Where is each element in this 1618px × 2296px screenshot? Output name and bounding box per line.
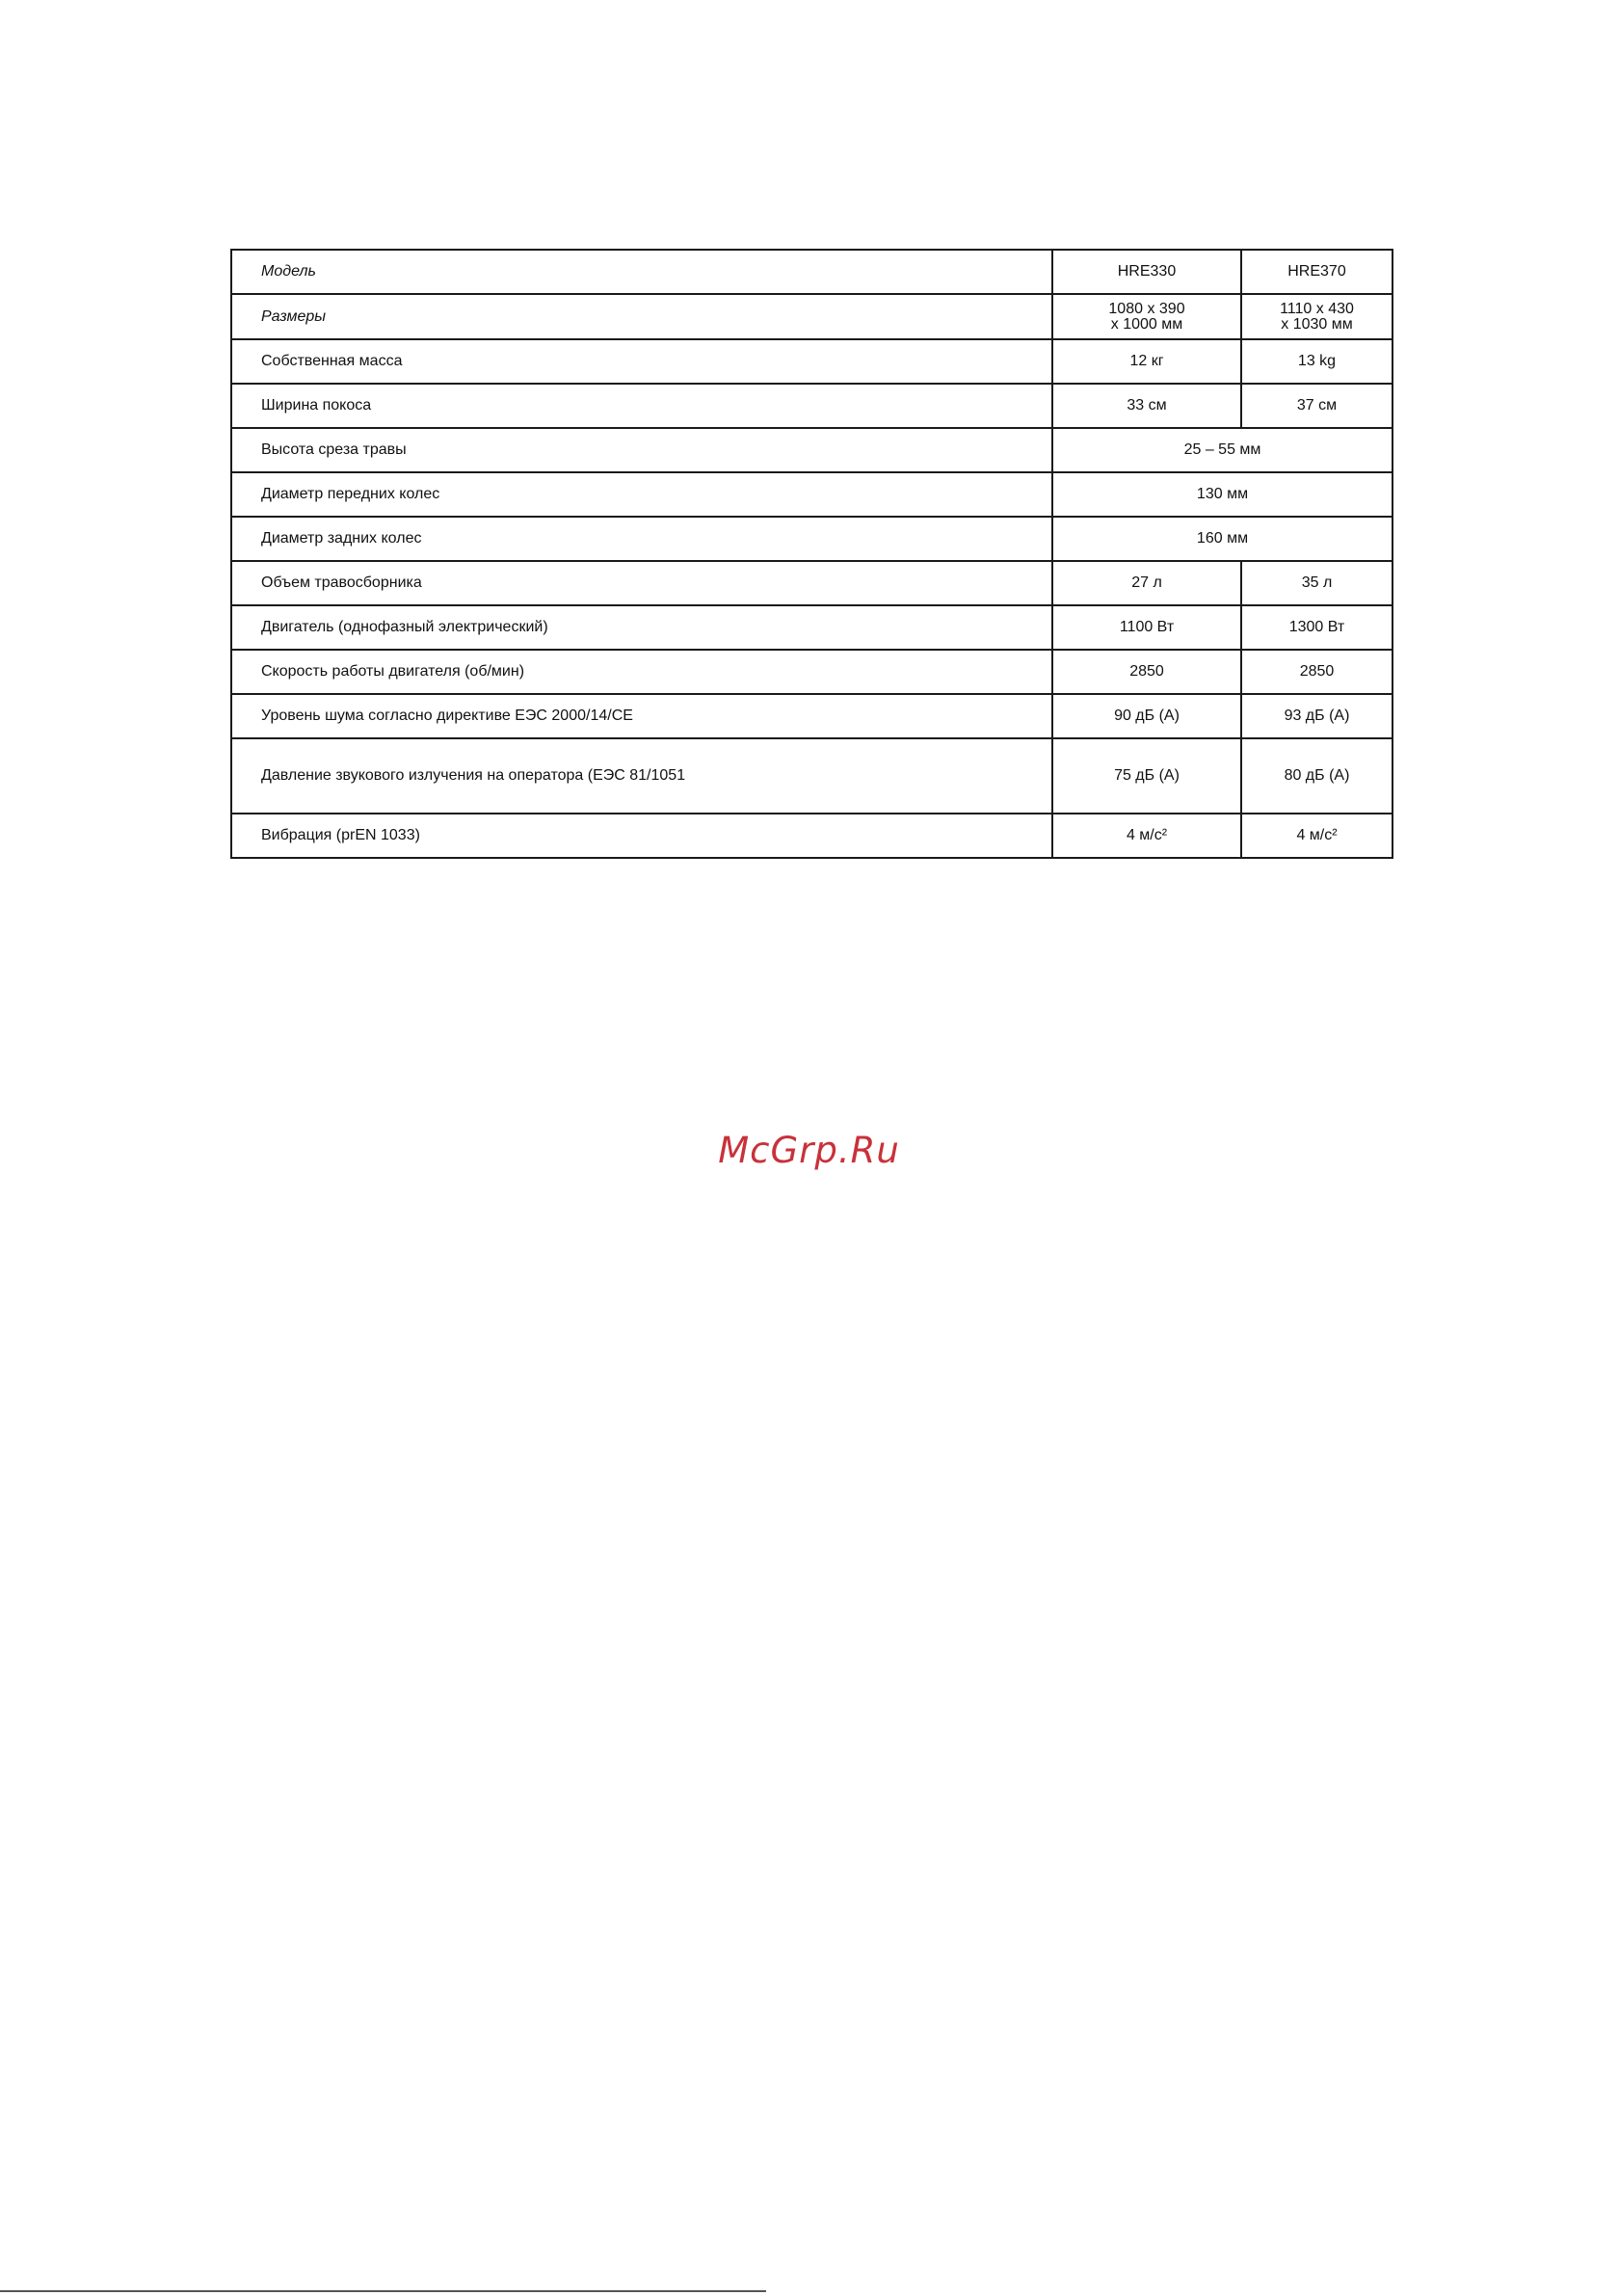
row-label: Объем травосборника [231,561,1052,605]
row-label: Ширина покоса [231,384,1052,428]
table-row [231,339,1393,384]
value-hre370: 2850 [1241,650,1393,694]
table-row-dimensions [231,294,1393,339]
table-header-row [231,250,1393,294]
value-hre330: 90 дБ (A) [1052,694,1241,738]
dimensions-hre370-line2: x 1030 мм [1281,315,1353,333]
value-hre330: 4 м/с² [1052,814,1241,858]
value-hre370: 4 м/с² [1241,814,1393,858]
specifications-table [230,249,1393,859]
value-shared: 160 мм [1052,517,1393,561]
dimensions-hre330-line1: 1080 x 390 [1108,300,1185,317]
row-label: Размеры [231,294,1052,339]
value-hre330: 1100 Вт [1052,605,1241,650]
value-hre370: 80 дБ (A) [1241,738,1393,814]
value-hre330: 2850 [1052,650,1241,694]
value-shared: 25 – 55 мм [1052,428,1393,472]
dimensions-hre330-line2: x 1000 мм [1110,315,1183,333]
table-row [231,561,1393,605]
table-row [231,694,1393,738]
model-hre370: HRE370 [1241,250,1393,294]
row-label: Вибрация (prEN 1033) [231,814,1052,858]
table-row [231,472,1393,517]
model-hre330: HRE330 [1052,250,1241,294]
row-label: Собственная масса [231,339,1052,384]
dimensions-hre370 [1241,294,1393,339]
table-row [231,384,1393,428]
value-hre330: 75 дБ (A) [1052,738,1241,814]
value-hre370: 1300 Вт [1241,605,1393,650]
table-row [231,738,1393,814]
dimensions-hre370-line1: 1110 x 430 [1280,300,1354,317]
model-label: Модель [231,250,1052,294]
row-label: Высота среза травы [231,428,1052,472]
bottom-divider [0,2290,766,2292]
row-label: Диаметр передних колес [231,472,1052,517]
table-row [231,517,1393,561]
row-label: Скорость работы двигателя (об/мин) [231,650,1052,694]
dimensions-hre330 [1052,294,1241,339]
value-hre370: 37 см [1241,384,1393,428]
table-row [231,650,1393,694]
value-hre370: 13 kg [1241,339,1393,384]
watermark: McGrp.Ru [718,1130,900,1171]
value-hre370: 35 л [1241,561,1393,605]
row-label: Двигатель (однофазный электрический) [231,605,1052,650]
value-hre330: 12 кг [1052,339,1241,384]
table-row [231,814,1393,858]
value-hre330: 27 л [1052,561,1241,605]
value-hre330: 33 см [1052,384,1241,428]
row-label: Диаметр задних колес [231,517,1052,561]
value-hre370: 93 дБ (A) [1241,694,1393,738]
row-label: Уровень шума согласно директиве ЕЭС 2000/14/CE [231,694,1052,738]
table-row [231,605,1393,650]
table-row [231,428,1393,472]
value-shared: 130 мм [1052,472,1393,517]
row-label: Давление звукового излучения на оператора (ЕЭС 81/1051 [231,738,1052,814]
